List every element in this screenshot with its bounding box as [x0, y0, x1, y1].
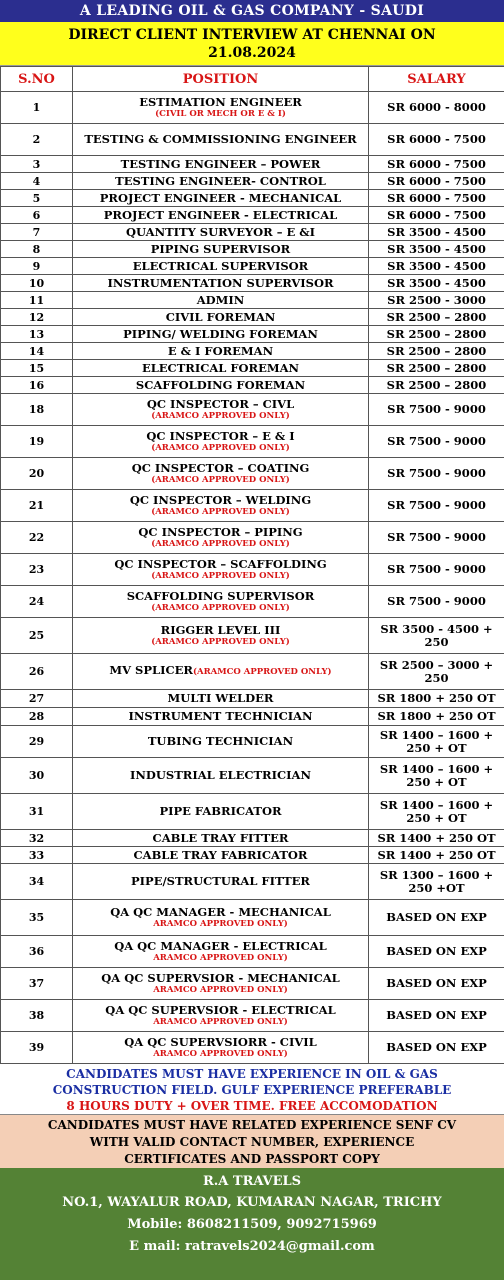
row-position: INSTRUMENTATION SUPERVISOR: [107, 275, 334, 290]
row-salary: SR 1400 + 250 OT: [369, 830, 504, 847]
row-position-cell: [73, 224, 369, 241]
row-salary: SR 1400 – 1600 + 250 + OT: [369, 758, 504, 794]
row-position: PIPING SUPERVISOR: [150, 241, 291, 256]
row-position: PIPE FABRICATOR: [159, 804, 282, 818]
row-position: INSTRUMENT TECHNICIAN: [128, 709, 313, 723]
row-salary: SR 3500 - 4500: [369, 224, 504, 241]
table-row: [1, 708, 504, 726]
row-salary: BASED ON EXP: [369, 936, 504, 968]
table-row: [1, 124, 504, 156]
interview-banner: [0, 22, 504, 66]
row-salary: SR 1400 + 250 OT: [369, 847, 504, 864]
row-position: QC INSPECTOR – E & I: [146, 429, 295, 443]
row-position-note: (ARAMCO APPROVED ONLY): [151, 539, 290, 549]
row-salary: SR 7500 - 9000: [369, 522, 504, 554]
row-position-cell: [73, 275, 369, 292]
row-sno: 14: [1, 343, 73, 360]
table-row: [1, 258, 504, 275]
row-sno: 9: [1, 258, 73, 275]
row-position-cell: [73, 309, 369, 326]
column-header-position: POSITION: [73, 67, 369, 92]
row-position-cell: [73, 586, 369, 618]
row-position-cell: [73, 207, 369, 224]
row-position: PROJECT ENGINEER - MECHANICAL: [99, 190, 342, 205]
row-sno: 29: [1, 726, 73, 758]
row-position-cell: [73, 758, 369, 794]
row-sno: 6: [1, 207, 73, 224]
row-position-cell: [73, 830, 369, 847]
table-row: [1, 224, 504, 241]
table-row: [1, 618, 504, 654]
table-row: [1, 377, 504, 394]
row-salary: SR 3500 - 4500: [369, 241, 504, 258]
row-salary: SR 7500 - 9000: [369, 458, 504, 490]
row-sno: 20: [1, 458, 73, 490]
row-position-note: (ARAMCO APPROVED ONLY): [151, 603, 290, 613]
table-row: [1, 758, 504, 794]
row-sno: 1: [1, 92, 73, 124]
row-salary: SR 3500 - 4500: [369, 258, 504, 275]
row-sno: 2: [1, 124, 73, 156]
contact-box: [0, 1168, 504, 1280]
table-row: [1, 968, 504, 1000]
row-position: PROJECT ENGINEER - ELECTRICAL: [103, 207, 338, 222]
table-row: [1, 830, 504, 847]
row-salary: BASED ON EXP: [369, 968, 504, 1000]
row-position: ESTIMATION ENGINEER: [139, 95, 302, 109]
cv-line: CANDIDATES MUST HAVE RELATED EXPERIENCE SENF CV: [47, 1118, 457, 1132]
row-position-note: ARAMCO APPROVED ONLY): [153, 985, 288, 995]
row-position-note: (ARAMCO APPROVED ONLY): [151, 411, 290, 421]
row-salary: SR 6000 - 7500: [369, 207, 504, 224]
row-sno: 21: [1, 490, 73, 522]
row-position-cell: [73, 343, 369, 360]
row-sno: 15: [1, 360, 73, 377]
table-row: [1, 309, 504, 326]
row-sno: 10: [1, 275, 73, 292]
row-salary: SR 3500 - 4500 + 250: [369, 618, 504, 654]
cv-line: CERTIFICATES AND PASSPORT COPY: [124, 1152, 380, 1166]
row-position: ELECTRICAL FOREMAN: [141, 360, 300, 375]
row-position-cell: [73, 190, 369, 207]
row-salary: SR 1400 – 1600 + 250 + OT: [369, 794, 504, 830]
row-salary: SR 7500 - 9000: [369, 490, 504, 522]
row-sno: 13: [1, 326, 73, 343]
experience-line: CONSTRUCTION FIELD. GULF EXPERIENCE PREFERABLE: [52, 1083, 452, 1097]
row-position-cell: [73, 258, 369, 275]
row-salary: SR 7500 - 9000: [369, 394, 504, 426]
row-position: QC INSPECTOR – WELDING: [129, 493, 312, 507]
row-position-note: (ARAMCO APPROVED ONLY): [151, 443, 290, 453]
table-row: [1, 522, 504, 554]
row-position: PIPING/ WELDING FOREMAN: [123, 326, 318, 341]
row-sno: 8: [1, 241, 73, 258]
row-sno: 25: [1, 618, 73, 654]
row-position-cell: [73, 900, 369, 936]
experience-note: [0, 1064, 504, 1098]
row-sno: 35: [1, 900, 73, 936]
row-position-note: (ARAMCO APPROVED ONLY): [192, 667, 332, 677]
row-position: CIVIL FOREMAN: [165, 309, 276, 324]
row-salary: SR 3500 - 4500: [369, 275, 504, 292]
agency-name: R.A TRAVELS: [202, 1174, 302, 1189]
table-row: [1, 554, 504, 586]
row-position-cell: [73, 426, 369, 458]
row-position-cell: [73, 92, 369, 124]
row-salary: SR 6000 - 7500: [369, 124, 504, 156]
experience-line: CANDIDATES MUST HAVE EXPERIENCE IN OIL & GAS: [66, 1067, 438, 1081]
row-position: PIPE/STRUCTURAL FITTER: [131, 874, 310, 888]
company-header: A LEADING OIL & GAS COMPANY - SAUDI: [0, 0, 504, 22]
row-position-cell: [73, 654, 369, 690]
table-row: [1, 343, 504, 360]
row-position-cell: [73, 173, 369, 190]
row-sno: 18: [1, 394, 73, 426]
table-row: [1, 726, 504, 758]
row-position-cell: [73, 490, 369, 522]
table-row: [1, 241, 504, 258]
row-salary: BASED ON EXP: [369, 900, 504, 936]
row-sno: 12: [1, 309, 73, 326]
row-sno: 34: [1, 864, 73, 900]
table-row: [1, 458, 504, 490]
row-position-cell: [73, 360, 369, 377]
row-position: TESTING ENGINEER – POWER: [120, 156, 321, 171]
row-position: TESTING ENGINEER- CONTROL: [115, 173, 326, 188]
row-sno: 30: [1, 758, 73, 794]
row-position: SCAFFOLDING FOREMAN: [135, 377, 306, 392]
row-sno: 39: [1, 1032, 73, 1064]
table-row: [1, 394, 504, 426]
row-salary: SR 2500 – 2800: [369, 343, 504, 360]
row-salary: SR 7500 - 9000: [369, 586, 504, 618]
column-header-salary: SALARY: [369, 67, 504, 92]
table-row: [1, 900, 504, 936]
row-sno: 27: [1, 690, 73, 708]
table-row: [1, 1000, 504, 1032]
row-position-cell: [73, 690, 369, 708]
duty-note: 8 HOURS DUTY + OVER TIME. FREE ACCOMODATION: [66, 1099, 438, 1113]
table-row: [1, 426, 504, 458]
row-position: E & I FOREMAN: [167, 343, 274, 358]
row-position-cell: [73, 726, 369, 758]
row-sno: 28: [1, 708, 73, 726]
row-sno: 22: [1, 522, 73, 554]
table-row: [1, 654, 504, 690]
row-salary: SR 7500 - 9000: [369, 426, 504, 458]
row-sno: 26: [1, 654, 73, 690]
table-row: [1, 190, 504, 207]
row-position-note: (CIVIL OR MECH OR E & I): [155, 109, 286, 119]
table-row: [1, 292, 504, 309]
row-sno: 16: [1, 377, 73, 394]
row-position: QA QC MANAGER - ELECTRICAL: [114, 939, 327, 953]
table-body: [1, 92, 504, 1064]
table-row: [1, 794, 504, 830]
table-row: [1, 275, 504, 292]
table-row: [1, 690, 504, 708]
row-sno: 32: [1, 830, 73, 847]
row-sno: 4: [1, 173, 73, 190]
table-row: [1, 847, 504, 864]
row-position-note: ARAMCO APPROVED ONLY): [153, 1017, 288, 1027]
row-position-note: (ARAMCO APPROVED ONLY): [151, 475, 290, 485]
row-sno: 11: [1, 292, 73, 309]
row-position-note: (ARAMCO APPROVED ONLY): [151, 571, 290, 581]
column-header-sno: S.NO: [1, 67, 73, 92]
row-position: TESTING & COMMISSIONING ENGINEER: [84, 132, 357, 146]
row-position-cell: [73, 968, 369, 1000]
row-position: QC INSPECTOR – CIVL: [146, 397, 295, 411]
row-sno: 38: [1, 1000, 73, 1032]
row-salary: SR 2500 – 2800: [369, 377, 504, 394]
table-row: [1, 936, 504, 968]
row-position: MULTI WELDER: [167, 691, 274, 705]
row-sno: 3: [1, 156, 73, 173]
row-position-cell: [73, 394, 369, 426]
row-sno: 33: [1, 847, 73, 864]
row-position-cell: [73, 847, 369, 864]
row-position-cell: [73, 522, 369, 554]
row-position-cell: [73, 708, 369, 726]
row-salary: SR 1800 + 250 OT: [369, 690, 504, 708]
cv-note: [0, 1114, 504, 1168]
row-sno: 23: [1, 554, 73, 586]
row-salary: SR 1400 – 1600 + 250 + OT: [369, 726, 504, 758]
row-position-cell: [73, 936, 369, 968]
row-position-cell: [73, 1000, 369, 1032]
table-row: [1, 92, 504, 124]
agency-mobile: Mobile: 8608211509, 9092715969: [127, 1217, 377, 1232]
row-salary: SR 2500 – 2800: [369, 360, 504, 377]
table-header-row: [1, 67, 504, 92]
row-salary: SR 1300 – 1600 + 250 +OT: [369, 864, 504, 900]
table-row: [1, 586, 504, 618]
row-position-cell: [73, 124, 369, 156]
row-position-cell: [73, 618, 369, 654]
row-position-cell: [73, 794, 369, 830]
table-row: [1, 864, 504, 900]
row-position: QUANTITY SURVEYOR – E &I: [125, 224, 316, 239]
row-position: QA QC MANAGER - MECHANICAL: [110, 905, 331, 919]
row-salary: SR 6000 - 7500: [369, 156, 504, 173]
row-salary: SR 2500 - 3000: [369, 292, 504, 309]
row-position-cell: [73, 156, 369, 173]
row-position-note: (ARAMCO APPROVED ONLY): [151, 507, 290, 517]
table-row: [1, 1032, 504, 1064]
table-row: [1, 326, 504, 343]
table-row: [1, 360, 504, 377]
interview-line: DIRECT CLIENT INTERVIEW AT CHENNAI ON: [68, 27, 436, 43]
table-row: [1, 173, 504, 190]
row-position: QA QC SUPERVSIORR - CIVIL: [124, 1035, 317, 1049]
row-salary: SR 1800 + 250 OT: [369, 708, 504, 726]
table-row: [1, 490, 504, 522]
cv-line: WITH VALID CONTACT NUMBER, EXPERIENCE: [89, 1135, 415, 1149]
row-salary: SR 6000 - 7500: [369, 173, 504, 190]
row-position-cell: [73, 554, 369, 586]
row-salary: BASED ON EXP: [369, 1032, 504, 1064]
row-sno: 24: [1, 586, 73, 618]
row-salary: BASED ON EXP: [369, 1000, 504, 1032]
row-position-cell: [73, 241, 369, 258]
row-position-cell: [73, 326, 369, 343]
row-salary: SR 6000 - 7500: [369, 190, 504, 207]
row-position-cell: [73, 458, 369, 490]
row-position-note: ARAMCO APPROVED ONLY): [153, 919, 288, 929]
agency-address: NO.1, WAYALUR ROAD, KUMARAN NAGAR, TRICHY: [62, 1195, 442, 1210]
notes-section: [0, 1064, 504, 1280]
row-position: CABLE TRAY FITTER: [152, 830, 289, 845]
row-position: RIGGER LEVEL III: [160, 623, 281, 637]
row-position: QA QC SUPERVSIOR - ELECTRICAL: [105, 1003, 336, 1017]
row-sno: 31: [1, 794, 73, 830]
positions-table: [0, 66, 504, 1064]
row-position-cell: [73, 864, 369, 900]
row-position: SCAFFOLDING SUPERVISOR: [126, 589, 315, 603]
row-position: MV SPLICER: [109, 663, 193, 677]
row-position-note: ARAMCO APPROVED ONLY): [153, 953, 288, 963]
row-salary: SR 6000 - 8000: [369, 92, 504, 124]
row-position-note: (ARAMCO APPROVED ONLY): [151, 637, 290, 647]
interview-date: 21.08.2024: [208, 45, 296, 61]
row-sno: 37: [1, 968, 73, 1000]
row-salary: SR 2500 – 2800: [369, 326, 504, 343]
row-position: ELECTRICAL SUPERVISOR: [132, 258, 309, 273]
row-position-cell: [73, 377, 369, 394]
row-position: QC INSPECTOR – PIPING: [138, 525, 303, 539]
row-position: TUBING TECHNICIAN: [147, 734, 294, 748]
row-sno: 36: [1, 936, 73, 968]
agency-email: E mail: ratravels2024@gmail.com: [129, 1239, 375, 1254]
row-position: QA QC SUPERVSIOR - MECHANICAL: [101, 971, 340, 985]
row-sno: 5: [1, 190, 73, 207]
row-position: CABLE TRAY FABRICATOR: [133, 847, 308, 862]
row-salary: SR 2500 – 2800: [369, 309, 504, 326]
row-sno: 7: [1, 224, 73, 241]
row-position: ADMIN: [196, 292, 245, 307]
row-position: QC INSPECTOR – SCAFFOLDING: [114, 557, 327, 571]
row-salary: SR 2500 – 3000 + 250: [369, 654, 504, 690]
row-position-cell: [73, 292, 369, 309]
row-sno: 19: [1, 426, 73, 458]
row-position: INDUSTRIAL ELECTRICIAN: [130, 768, 311, 782]
row-position: QC INSPECTOR – COATING: [131, 461, 310, 475]
table-row: [1, 156, 504, 173]
table-row: [1, 207, 504, 224]
row-salary: SR 7500 - 9000: [369, 554, 504, 586]
row-position-cell: [73, 1032, 369, 1064]
row-position-note: ARAMCO APPROVED ONLY): [153, 1049, 288, 1059]
